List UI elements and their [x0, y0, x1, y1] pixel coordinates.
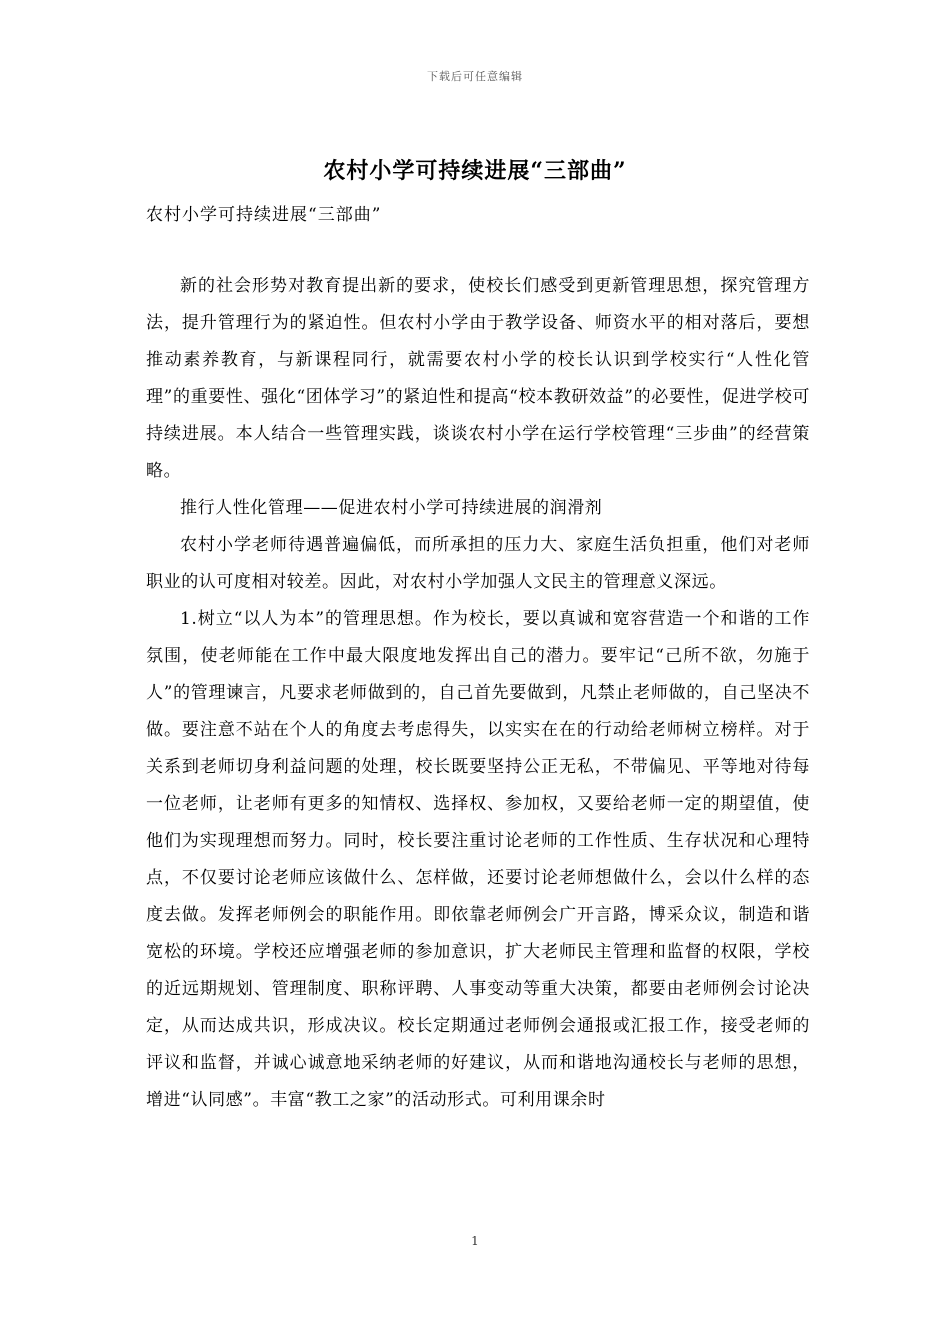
page-number: 1	[471, 1234, 479, 1248]
body-text	[146, 268, 810, 1119]
document-subtitle: 农村小学可持续进展“三部曲”	[146, 205, 382, 225]
section-heading: 推行人性化管理——促进农村小学可持续进展的润滑剂	[180, 498, 603, 518]
header-note: 下载后可任意编辑	[427, 70, 523, 83]
paragraph-context: 农村小学老师待遇普遍偏低，而所承担的压力大、家庭生活负担重，他们对老师职业的认可度相对较差。因此，对农村小学加强人文民主的管理意义深远。	[146, 535, 810, 592]
paragraph-intro: 新的社会形势对教育提出新的要求，使校长们感受到更新管理思想，探究管理方法，提升管理行为的紧迫性。但农村小学由于教学设备、师资水平的相对落后，要想推动素养教育，与新课程同行，就需要农村小学的校长认识到学校实行“人性化管理”的重要性、强化“团体学习”的紧迫性和提高“校本教研效益”的必要性，促进学校可持续进展。本人结合一些管理实践，谈谈农村小学在运行学校管理“三步曲”的经营策略。	[146, 276, 810, 481]
document-title: 农村小学可持续进展“三部曲”	[323, 158, 627, 184]
paragraph-point-1: 1.树立“以人为本”的管理思想。作为校长，要以真诚和宽容营造一个和谐的工作氛围，使老师能在工作中最大限度地发挥出自己的潜力。要牢记“己所不欲，勿施于人”的管理谏言，凡要求老师做到的，自己首先要做到，凡禁止老师做的，自己坚决不做。要注意不站在个人的角度去考虑得失，以实实在在的行动给老师树立榜样。对于关系到老师切身利益问题的处理，校长既要坚持公正无私，不带偏见、平等地对待每一位老师，让老师有更多的知情权、选择权、参加权，又要给老师一定的期望值，使他们为实现理想而努力。同时，校长要注重讨论老师的工作性质、生存状况和心理特点，不仅要讨论老师应该做什么、怎样做，还要讨论老师想做什么，会以什么样的态度去做。发挥老师例会的职能作用。即依靠老师例会广开言路，博采众议，制造和谐宽松的环境。学校还应增强老师的参加意识，扩大老师民主管理和监督的权限，学校的近远期规划、管理制度、职称评聘、人事变动等重大决策，都要由老师例会讨论决定，从而达成共识，形成决议。校长定期通过老师例会通报或汇报工作，接受老师的评议和监督，并诚心诚意地采纳老师的好建议，从而和谐地沟通校长与老师的思想，增进“认同感”。丰富“教工之家”的活动形式。可利用课余时	[146, 609, 810, 1110]
